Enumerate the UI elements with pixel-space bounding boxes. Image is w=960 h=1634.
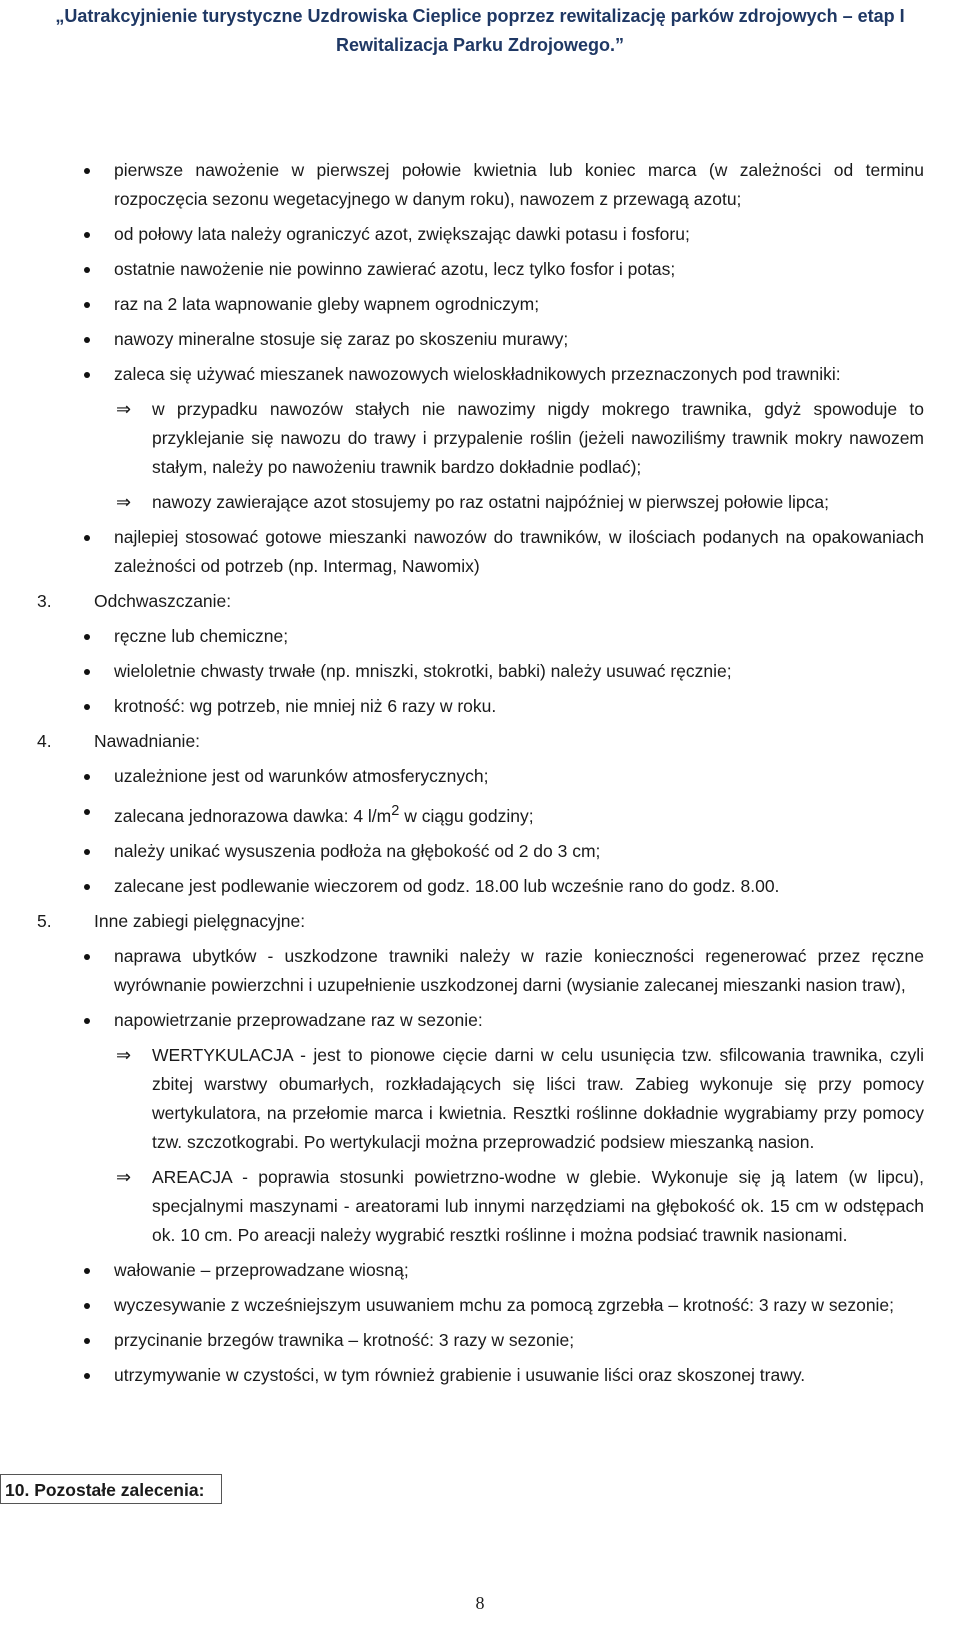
- weeding-bullet-2: wieloletnie chwasty trwałe (np. mniszki, stokrotki, babki) należy usuwać ręcznie;: [0, 657, 960, 686]
- fertilization-bullet-2: od połowy lata należy ograniczyć azot, zwiększając dawki potasu i fosforu;: [0, 220, 960, 249]
- arrow-item-text: WERTYKULACJA - jest to pionowe cięcie darni w celu usunięcia tzw. sfilcowania trawnika, czyli zbitej warstwy obumarłych, rozkładających się liści traw. Zabieg wykonuje się przy pomocy wertykulatora, na przełomie marca i kwietnia. Resztki roślinne dokładnie wygrabiamy przy pomocy tzw. szczotkograbi. Po wertykulacji można przeprowadzić podsiew mieszanką nasion.: [152, 1044, 924, 1152]
- fertilization-bullet-1: pierwsze nawożenie w pierwszej połowie kwietnia lub koniec marca (w zależności od terminu rozpoczęcia sezonu wegetacyjnego w danym roku), nawozem z przewagą azotu;: [0, 156, 960, 214]
- arrow-icon: ⇒: [116, 399, 132, 419]
- section-10-heading: 10. Pozostałe zalecenia:: [0, 1474, 222, 1504]
- document-header: [0, 0, 960, 60]
- fertilization-arrow-item-2: [0, 488, 960, 517]
- fertilization-bullet-3: ostatnie nawożenie nie powinno zawierać azotu, lecz tylko fosfor i potas;: [0, 255, 960, 284]
- fertilization-bullet-6: zaleca się używać mieszanek nawozowych wieloskładnikowych przeznaczonych pod trawniki:: [0, 360, 960, 389]
- arrow-item-text: nawozy zawierające azot stosujemy po raz ostatni najpóźniej w pierwszej połowie lipca;: [152, 492, 829, 512]
- arrow-icon: ⇒: [116, 1166, 132, 1187]
- dose-text-end: w ciągu godziny;: [399, 805, 534, 826]
- section-4-heading: [0, 727, 960, 756]
- header-title-line2: Rewitalizacja Parku Zdrojowego.”: [335, 35, 625, 55]
- care-bullet-6: utrzymywanie w czystości, w tym również grabienie i usuwanie liści oraz skoszonej trawy.: [0, 1361, 960, 1390]
- care-arrow-item-1: [0, 1041, 960, 1157]
- arrow-item-text: AREACJA - poprawia stosunki powietrzno-wodne w glebie. Wykonuje się ją latem (w lipcu), specjalnymi maszynami - areatorami lub innymi narzędziami na głębokość ok. 15 cm w odstępach ok. 10 cm. Po areacji należy wygrabić resztki roślinne i można podsiać trawnik nasionami.: [152, 1166, 924, 1245]
- care-bullet-1: naprawa ubytków - uszkodzone trawniki należy w razie konieczności regenerować przez ręczne wyrównanie powierzchni i uzupełnienie uszkodzonej darni (wysianie zalecanej mieszanki nasion traw),: [0, 942, 960, 1000]
- arrow-item-text: w przypadku nawozów stałych nie nawozimy nigdy mokrego trawnika, gdyż spowoduje to przyklejanie się nawozu do trawy i przypalenie roślin (jeżeli nawoziliśmy trawnik mokry nawozem stałym, należy po nawożeniu trawnik bardzo dokładnie podlać);: [152, 399, 924, 477]
- section-title: Nawadnianie:: [94, 731, 201, 751]
- watering-bullet-4: zalecane jest podlewanie wieczorem od godz. 18.00 lub wcześnie rano do godz. 8.00.: [0, 872, 960, 901]
- care-bullet-5: przycinanie brzegów trawnika – krotność: 3 razy w sezonie;: [0, 1326, 960, 1355]
- section-5-heading: [0, 907, 960, 936]
- fertilization-arrow-item-1: [0, 395, 960, 482]
- care-bullet-3: wałowanie – przeprowadzane wiosną;: [0, 1256, 960, 1285]
- section-number: 3.: [37, 591, 52, 611]
- watering-bullet-1: uzależnione jest od warunków atmosferycznych;: [0, 762, 960, 791]
- header-title-line1: „Uatrakcyjnienie turystyczne Uzdrowiska Cieplice poprzez rewitalizację parków zdrojowych – etap I: [55, 6, 905, 26]
- care-arrow-item-2: [0, 1163, 960, 1250]
- dose-text: zalecana jednorazowa dawka: 4 l/m: [114, 805, 392, 826]
- watering-bullet-2: [0, 797, 960, 831]
- care-bullet-2: napowietrzanie przeprowadzane raz w sezonie:: [0, 1006, 960, 1035]
- watering-bullet-3: należy unikać wysuszenia podłoża na głębokość od 2 do 3 cm;: [0, 837, 960, 866]
- section-title: Inne zabiegi pielęgnacyjne:: [94, 910, 306, 931]
- fertilization-bullet-7: najlepiej stosować gotowe mieszanki nawozów do trawników, w ilościach podanych na opakowaniach zależności od potrzeb (np. Intermag, Nawomix): [0, 523, 960, 581]
- section-number: 5.: [37, 910, 52, 931]
- weeding-bullet-1: ręczne lub chemiczne;: [0, 622, 960, 651]
- section-3-heading: [0, 587, 960, 616]
- weeding-bullet-3: krotność: wg potrzeb, nie mniej niż 6 razy w roku.: [0, 692, 960, 721]
- document-body: [0, 156, 960, 1396]
- section-number: 4.: [37, 731, 52, 751]
- arrow-icon: ⇒: [116, 1044, 132, 1065]
- fertilization-bullet-4: raz na 2 lata wapnowanie gleby wapnem ogrodniczym;: [0, 290, 960, 319]
- page-number: 8: [475, 1593, 485, 1613]
- care-bullet-4: wyczesywanie z wcześniejszym usuwaniem mchu za pomocą zgrzebła – krotność: 3 razy w sezonie;: [0, 1291, 960, 1320]
- fertilization-bullet-5: nawozy mineralne stosuje się zaraz po skoszeniu murawy;: [0, 325, 960, 354]
- section-title: Odchwaszczanie:: [94, 591, 232, 611]
- arrow-icon: ⇒: [116, 492, 132, 512]
- dose-superscript: 2: [391, 803, 400, 819]
